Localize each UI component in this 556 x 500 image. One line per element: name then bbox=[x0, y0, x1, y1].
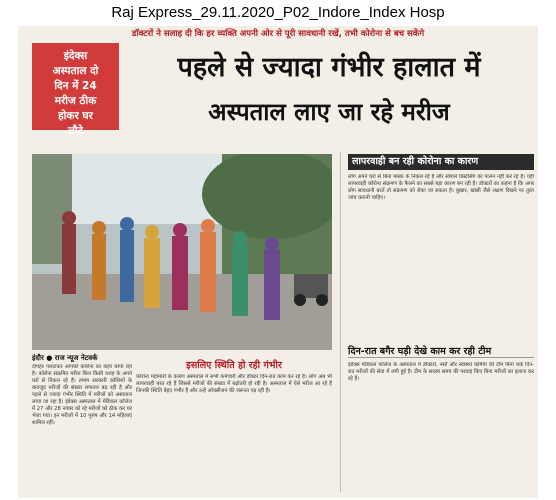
subhead-right-bottom: दिन-रात बगैर घड़ी देखे काम कर रही टीम bbox=[348, 344, 534, 358]
highlight-line: लौटे bbox=[67, 125, 84, 137]
article-column-middle: कोरोना महामारी के कारण अस्पताल में सभी कर्मचारी और डॉक्टर दिन-रात काम कर रहे हैं। लोग अब भी लापरवाही बरत रहे हैं जिससे मरीजों की संख्या में बढ़ोतरी हो रही है। अस्पताल में ऐसे मरीज आ रहे हैं जिनकी स्थिति बेहद गंभीर है और उन्हें ऑक्सीजन की जरूरत पड़ रही है। bbox=[136, 374, 332, 394]
highlight-box bbox=[32, 43, 119, 137]
highlight-line: अस्पताल दो bbox=[52, 65, 99, 77]
newspaper-clipping bbox=[18, 26, 538, 498]
article-column-left: दोपहर पलटाकर आपको कोरोना का कहर बरपा रहा है। कोरोना संक्रमित मरीज बिना किसी वजह के अपने घरों से निकल रहे हैं। तमाम सरकारी कोशिशों के बावजूद मरीजों की संख्या लगातार बढ़ रही है और पहले से ज्यादा गंभीर स्थिति में मरीजों को अस्पताल लाया जा रहा है। इंडेक्स अस्पताल में मेडिकल कॉलेज में 27 और 28 नवंबर को रहे मरीजों को ठीक कर घर भेजा गया। इन मरीजों में 10 पुरुष और 14 महिलाएं शामिल रहीं। bbox=[32, 364, 132, 426]
document-caption: Raj Express_29.11.2020_P02_Indore_Index Hosp bbox=[111, 4, 445, 21]
article-column-right-bottom: इंडेक्स मेडिकल कॉलेज के अस्पताल में डॉक्टरों, नर्सों और स्वास्थ्य कर्मियों की टीम बिना थके दिन-रात मरीजों की सेवा में लगी हुई है। टीम के सदस्य समय की परवाह किए बिना मरीजों का इलाज कर रहे हैं। bbox=[348, 362, 534, 382]
highlight-line: इंदेक्स bbox=[63, 50, 88, 62]
highlight-line: दिन में 24 bbox=[54, 80, 97, 92]
kicker-line: डॉक्टरों ने सलाह दी कि हर व्यक्ति अपनी ओर से पूरी सावधानी रखें, तभी कोरोना से बच सकेंगे bbox=[131, 29, 425, 39]
headline bbox=[124, 46, 534, 134]
column-divider bbox=[340, 152, 341, 492]
headline-line-1: पहले से ज्यादा गंभीर हालात में bbox=[177, 52, 481, 83]
photo-credit: इंदौर ● राज न्यूज नेटवर्क bbox=[32, 354, 98, 362]
subhead-middle: इसलिए स्थिति हो रही गंभीर bbox=[186, 360, 282, 371]
article-column-right-top: लोग अपने घरों से बिना मास्क के निकल रहे हैं और सोशल डिस्टेंसिंग का पालन नहीं कर रहे हैं। यही लापरवाही कोरोना संक्रमण के फैलने का सबसे बड़ा कारण बन रही है। डॉक्टरों का कहना है कि अगर लोग सावधानी बरतें तो संक्रमण को रोका जा सकता है। बुखार, खांसी जैसे लक्षण दिखने पर तुरंत जांच करानी चाहिए। bbox=[348, 174, 534, 201]
highlight-line: होकर घर bbox=[58, 110, 93, 122]
subhead-right-top: लापरवाही बन रही कोरोना का कारण bbox=[348, 154, 534, 170]
headline-line-2: अस्पताल लाए जा रहे मरीज bbox=[208, 97, 450, 126]
photo-illustration bbox=[32, 154, 332, 350]
highlight-line: मरीज ठीक bbox=[54, 95, 97, 107]
news-photo bbox=[32, 154, 332, 350]
